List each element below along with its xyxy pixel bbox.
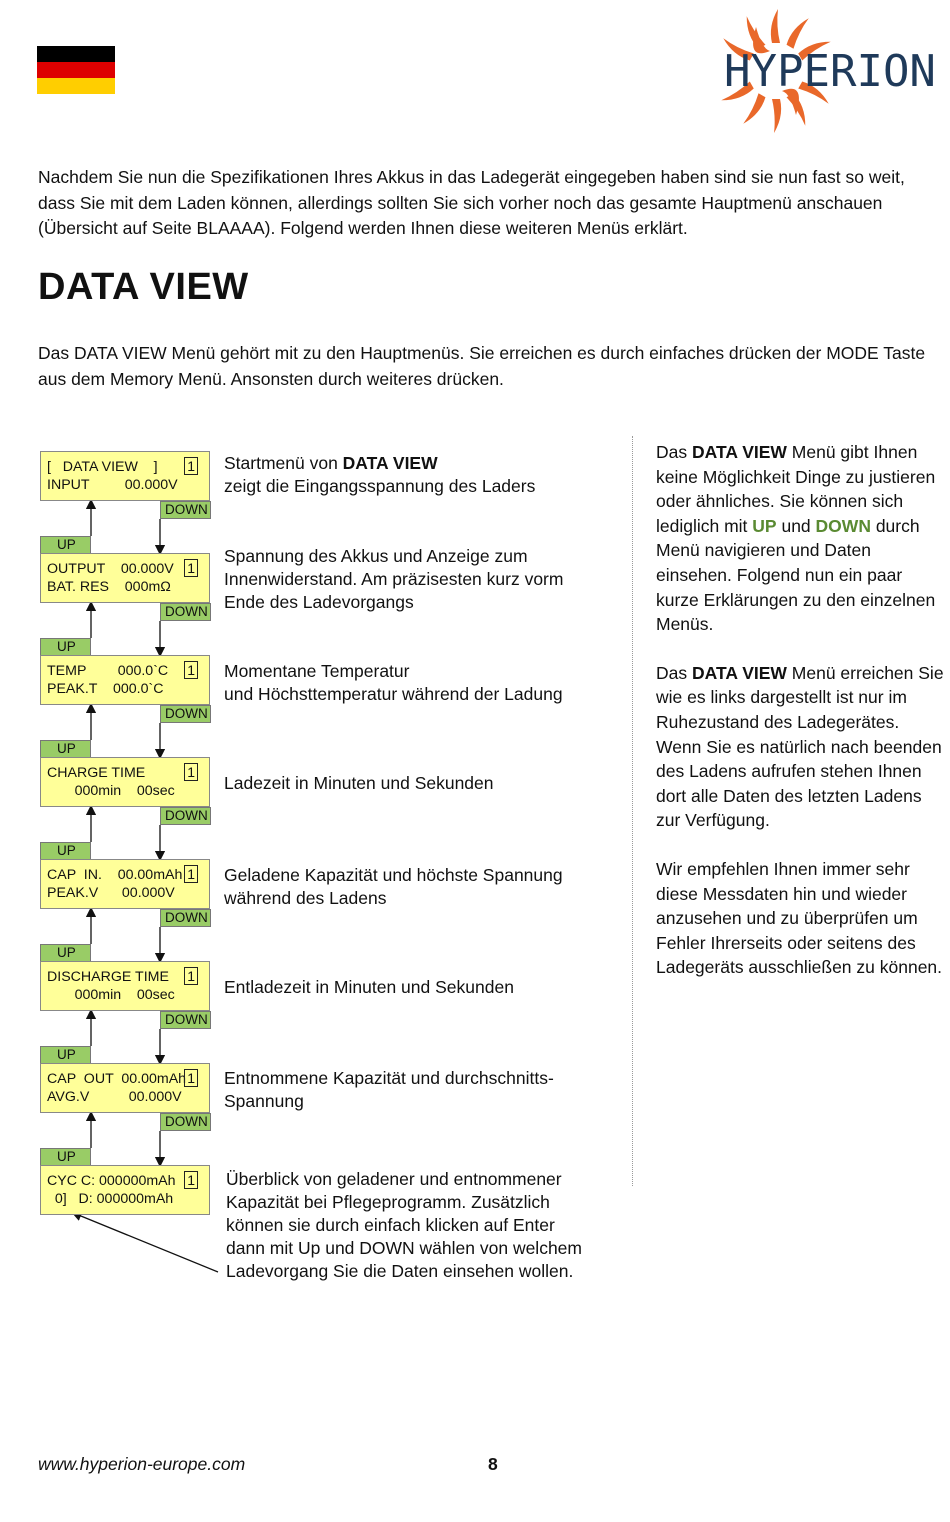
desc-text-2: und Höchsttemperatur während der Ladung <box>224 684 563 704</box>
lcd-number: 1 <box>184 661 198 679</box>
lcd-screen-output <box>40 553 210 603</box>
sidebar-paragraph-3: Wir empfehlen Ihnen immer sehr diese Messdaten hin und wieder anzusehen und zu überprüfen um Fehler Ihrerseits oder seitens des Ladegeräts ausschließen zu können. <box>656 858 943 978</box>
up-button[interactable]: UP <box>40 638 91 656</box>
lcd-number: 1 <box>184 1171 198 1189</box>
lcd-screen-temp <box>40 655 210 705</box>
down-button[interactable]: DOWN <box>160 501 211 519</box>
page-number: 8 <box>488 1454 498 1474</box>
down-button[interactable]: DOWN <box>160 1011 211 1029</box>
up-button[interactable]: UP <box>40 536 91 554</box>
sidebar-text <box>656 440 948 1004</box>
down-button[interactable]: DOWN <box>160 807 211 825</box>
lcd-screen-cap-in <box>40 859 210 909</box>
screen-description <box>224 660 594 706</box>
screen-description: Entladezeit in Minuten und Sekunden <box>224 977 514 997</box>
lcd-number: 1 <box>184 967 198 985</box>
down-button[interactable]: DOWN <box>160 603 211 621</box>
lcd-screen-cap-out <box>40 1063 210 1113</box>
lcd-screen-data-view <box>40 451 210 501</box>
desc-text: Startmenü von <box>224 453 343 473</box>
lcd-screen-discharge-time <box>40 961 210 1011</box>
lcd-number: 1 <box>184 763 198 781</box>
desc-text: Momentane Temperatur <box>224 661 410 681</box>
lcd-number: 1 <box>184 1069 198 1087</box>
svg-text:HYPERION: HYPERION <box>724 46 936 97</box>
lcd-line-2: 0] D: 000000mAh <box>47 1191 174 1207</box>
desc-text-2: zeigt die Eingangsspannung des Laders <box>224 476 536 496</box>
lcd-line-1: TEMP 000.0`C <box>47 663 169 679</box>
lcd-line-2: 000min 00sec <box>47 783 175 799</box>
column-divider <box>632 436 633 1186</box>
lcd-screen-cycle <box>40 1165 210 1215</box>
down-button[interactable]: DOWN <box>160 909 211 927</box>
up-button[interactable]: UP <box>40 842 91 860</box>
up-button[interactable]: UP <box>40 740 91 758</box>
lcd-line-1: [ DATA VIEW ] <box>47 459 158 475</box>
intro-paragraph: Nachdem Sie nun die Spezifikationen Ihres Akkus in das Ladegerät eingegeben haben sind sie nun fast so weit, dass Sie mit dem Laden können, allerdings sollten Sie sich vorher noch das gesamte Hauptmenü anschauen (Übersicht auf Seite BLAAAA). Folgend werden Ihnen diese weiteren Menüs erklärt. <box>38 167 905 238</box>
lcd-line-2: INPUT 00.000V <box>47 477 178 493</box>
down-button[interactable]: DOWN <box>160 1113 211 1131</box>
sidebar-paragraph-2: Das DATA VIEW Menü erreichen Sie wie es links dargestellt ist nur im Ruhezustand des Ladegerätes. Wenn Sie es natürlich nach beenden des Ladens aufrufen stehen Ihnen dort alle Daten des letzten Ladens zur Verfügung. <box>656 662 944 831</box>
sidebar-paragraph-1: Das DATA VIEW Menü gibt Ihnen keine Möglichkeit Dinge zu justieren oder ähnliches. Sie können sich lediglich mit UP und DOWN durch Menü navigieren und Daten einsehen. Folgend nun ein paar kurze Erklärungen zu den einzelnen Menüs. <box>656 442 936 635</box>
lcd-line-2: 000min 00sec <box>47 987 175 1003</box>
screen-description: Spannung des Akkus und Anzeige zum Innenwiderstand. Am präzisesten kurz vorm Ende des Ladevorgangs <box>224 546 564 612</box>
lcd-number: 1 <box>184 559 198 577</box>
section-title: DATA VIEW <box>38 266 249 308</box>
screen-description: Geladene Kapazität und höchste Spannung während des Ladens <box>224 865 563 908</box>
desc-bold: DATA VIEW <box>342 453 438 473</box>
screen-description: Entnommene Kapazität und durchschnitts-Spannung <box>224 1068 554 1111</box>
lcd-line-1: CHARGE TIME <box>47 765 146 781</box>
screen-description: Ladezeit in Minuten und Sekunden <box>224 773 494 793</box>
lcd-line-1: CAP OUT 00.00mAh <box>47 1071 187 1087</box>
lcd-line-2: BAT. RES 000mΩ <box>47 579 171 595</box>
up-button[interactable]: UP <box>40 944 91 962</box>
lcd-number: 1 <box>184 865 198 883</box>
up-button[interactable]: UP <box>40 1148 91 1166</box>
lcd-number: 1 <box>184 457 198 475</box>
lcd-line-2: PEAK.V 00.000V <box>47 885 175 901</box>
up-button[interactable]: UP <box>40 1046 91 1064</box>
section-intro: Das DATA VIEW Menü gehört mit zu den Hauptmenüs. Sie erreichen es durch einfaches drücken der MODE Taste aus dem Memory Menü. Ansonsten durch weiteres drücken. <box>38 343 926 389</box>
screen-description: Überblick von geladener und entnommener Kapazität bei Pflegeprogramm. Zusätzlich können sie durch einfach klicken auf Enter dann mit Up und DOWN wählen von welchem Ladevorgang Sie die Daten einsehen wollen. <box>226 1169 582 1281</box>
lcd-line-1: OUTPUT 00.000V <box>47 561 174 577</box>
lcd-line-2: PEAK.T 000.0`C <box>47 681 164 697</box>
lcd-line-2: AVG.V 00.000V <box>47 1089 182 1105</box>
lcd-line-1: DISCHARGE TIME <box>47 969 169 985</box>
lcd-line-1: CYC C: 000000mAh <box>47 1173 176 1189</box>
down-button[interactable]: DOWN <box>160 705 211 723</box>
pointer-arrow <box>76 1214 218 1272</box>
lcd-screen-charge-time <box>40 757 210 807</box>
footer-url[interactable]: www.hyperion-europe.com <box>38 1454 246 1474</box>
lcd-line-1: CAP IN. 00.00mAh <box>47 867 183 883</box>
screen-description <box>224 452 594 498</box>
